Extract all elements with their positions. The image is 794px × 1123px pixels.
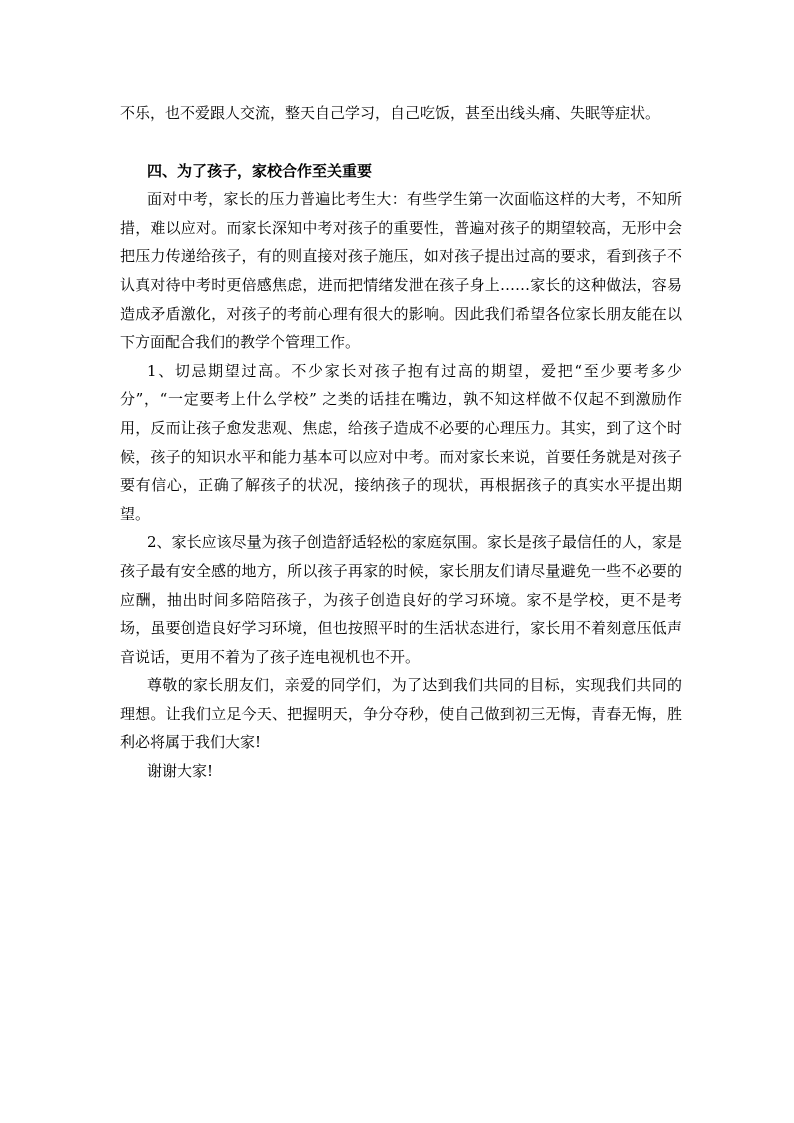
intro-tail-paragraph: 不乐，也不爱跟人交流，整天自己学习，自己吃饭，甚至出线头痛、失眠等症状。: [120, 104, 661, 122]
paragraph-point-1: 1、切忌期望过高。不少家长对孩子抱有过高的期望，爱把“至少要考多少分”，“一定要考上什么学校” 之类的话挂在嘴边，孰不知这样做不仅起不到激励作用，反而让孩子愈发悲观、焦虑，给孩子造成不必要的心理压力。其实，到了这个时候，孩子的知识水平和能力基本可以应对中考。而对家长来说，首要任务就是对孩子要有信心，正确了解孩子的状况，接纳孩子的现状，再根据孩子的真实水平提出期望。: [120, 361, 682, 523]
paragraph-thanks: 谢谢大家!: [147, 762, 214, 781]
paragraph-point-2: 2、家长应该尽量为孩子创造舒适轻松的家庭氛围。家长是孩子最信任的人，家是孩子最有安全感的地方，所以孩子再家的时候，家长朋友们请尽量避免一些不必要的应酬，抽出时间多陪陪孩子，为孩子创造良好的学习环境。家不是学校，更不是考场，虽要创造良好学习环境，但也按照平时的生活状态进行，家长用不着刻意压低声音说话，更用不着为了孩子连电视机也不开。: [120, 533, 682, 666]
section-heading: 四、为了孩子，家校合作至关重要: [147, 161, 373, 180]
paragraph-pressure: 面对中考，家长的压力普遍比考生大：有些学生第一次面临这样的大考，不知所措，难以应对。而家长深知中考对孩子的重要性，普遍对孩子的期望较高，无形中会把压力传递给孩子，有的则直接对孩子施压，如对孩子提出过高的要求，看到孩子不认真对待中考时更倍感焦虑，进而把情绪发泄在孩子身上……家长的这种做法，容易造成矛盾激化，对孩子的考前心理有很大的影响。因此我们希望各位家长朋友能在以下方面配合我们的教学个管理工作。: [120, 190, 682, 352]
paragraph-closing: 尊敬的家长朋友们，亲爱的同学们，为了达到我们共同的目标，实现我们共同的理想。让我们立足今天、把握明天，争分夺秒，使自己做到初三无悔，青春无悔，胜利必将属于我们大家!: [120, 676, 682, 752]
paragraph-spacer: [120, 128, 682, 157]
document-body: [120, 99, 682, 786]
